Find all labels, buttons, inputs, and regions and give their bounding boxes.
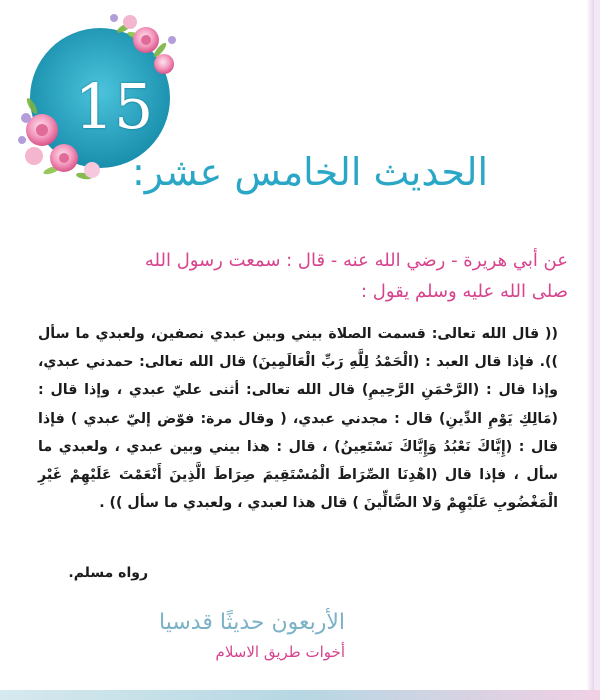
narration-line-2: صلى الله عليه وسلم يقول : xyxy=(361,281,568,302)
hadith-number: 15 xyxy=(74,70,154,143)
footer-group-name: أخوات طريق الاسلام xyxy=(215,643,345,661)
narration-line-1: عن أبي هريرة - رضي الله عنه - قال : سمعت رسول الله xyxy=(144,250,568,271)
right-border-decoration xyxy=(586,0,600,700)
bottom-border-decoration xyxy=(0,690,600,700)
footer-series-title: الأربعون حديثًا قدسيا xyxy=(159,610,345,635)
page-title: الحديث الخامس عشر: xyxy=(131,150,488,194)
narration-intro xyxy=(8,245,568,307)
hadith-source: رواه مسلم. xyxy=(68,565,148,581)
hadith-text: (( قال الله تعالى: قسمت الصلاة بيني وبين عبدي نصفين، ولعبدي ما سأل )). فإذا قال العبد : (الْحَمْدُ لِلَّهِ رَبِّ الْعَالَمِينَ) قال الله تعالى: حمدني عبدي، وإذا قال : (الرَّحْمَنِ الرَّحِيمِ) قال الله تعالى: أثنى عليّ عبدي ، وإذا قال : (مَالِكِ يَوْمِ الدِّينِ) قال : مجدني عبدي، ( وقال مرة: فوّض إليّ عبدي ) فإذا قال : (إِيَّاكَ نَعْبُدُ وَإِيَّاكَ نَسْتَعِينُ) ، قال : هذا بيني وبين عبدي ، ولعبدي ما سأل ، فإذا قال (اهْدِنَا الصِّرَاطَ الْمُسْتَقِيمَ صِرَاطَ الَّذِينَ أَنْعَمْتَ عَلَيْهِمْ غَيْرِ الْمَغْضُوبِ عَلَيْهِمْ وَلا الضَّالِّينَ ) قال هذا لعبدي ، ولعبدي ما سأل )) . xyxy=(38,326,558,512)
